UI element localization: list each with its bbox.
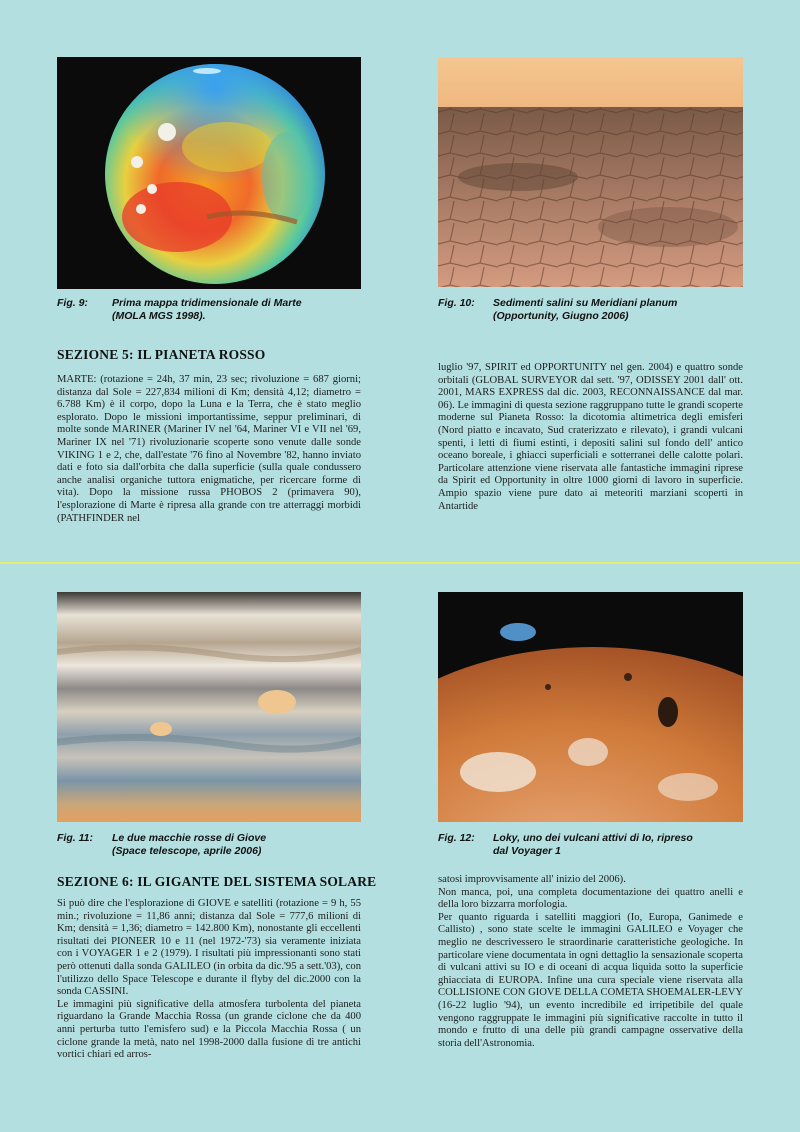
section6-column-right <box>438 874 743 1050</box>
fig12-number: Fig. 12: <box>438 832 475 844</box>
section6-paragraph-2: Le immagini più significative della atmosfera turbolenta del pianeta riguardano la Grande Macchia Rossa (un grande ciclone che da 400 anni perturba tutto l'emisfero sud) e la Piccola Macchia Rossa ( un ciclone grande la metà, nato nel 1998-2000 dalla fusione di tre antichi vortici chiari ed arros- <box>57 998 361 1061</box>
section6-title: SEZIONE 6: IL GIGANTE DEL SISTEMA SOLARE <box>57 874 377 889</box>
section5-paragraph-2: luglio '97, SPIRIT ed OPPORTUNITY nel gen. 2004) e quattro sonde orbitali (GLOBAL SURVEYOR dal sett. '97, ODISSEY 2001 dall' ott. 2001, MARS EXPRESS dal dic. 2003, RECONNAISSANCE dal mar. 06). Le immagini di questa sezione raggruppano tutte le grandi scoperte moderne sul Pianeta Rosso: la dicotomia altimetrica degli emisferi (Nord piatto e incavato, Sud craterizzato e rilevato), i grandi vulcani spenti, i letti di fiumi estinti, i depositi salini sul fondo dell' antico oceano boreale, i ghiacci superficiali e sotterranei delle calotte polari. Particolare attenzione viene riservata alle fantastiche immagini riprese da Spirit ed Opportunity in oltre 1000 giorni di lavoro in superficie. Ampio spazio viene pure dato ai meteoriti marziani scoperti in Antartide <box>438 362 743 512</box>
fig12-line1: Loky, uno dei vulcani attivi di Io, ripreso <box>493 832 693 844</box>
fig10-caption <box>438 297 758 325</box>
fig10-line1: Sedimenti salini su Meridiani planum <box>493 297 678 309</box>
fig10-number: Fig. 10: <box>438 297 475 309</box>
fig9-line1: Prima mappa tridimensionale di Marte <box>112 297 302 309</box>
section6-paragraph-3: satosi improvvisamente all' inizio del 2006). <box>438 874 626 885</box>
fig12-caption <box>438 832 758 860</box>
section6-paragraph-1: Si può dire che l'esplorazione di GIOVE e satelliti (rotazione = 9 h, 55 min.; rivoluzione = 11,86 anni; distanza dal Sole = 777,6 milioni di Km; densità = 1,36; diametro = 142.800 Km), nonostante gli eccellenti risultati dei PIONEER 10 e 11 (nel 1972-'73) sia veramente iniziata con i VOYAGER 1 e 2 (1979). I risultati più impressionanti sono stati però ottenuti dalla sonda GALILEO (in orbita da dic.'95 a sett.'03), con l'utilizzo dello Space Telescope e durante il flyby del dic.2000 con la sonda CASSINI. <box>57 898 361 998</box>
io-loky-image <box>438 592 743 822</box>
fig9-caption <box>57 297 377 325</box>
mars-map-image <box>57 57 361 289</box>
section6-paragraph-5: Per quanto riguarda i satelliti maggiori (Io, Europa, Ganimede e Callisto) , sono state scelte le immagini GALILEO e Voyager che meglio ne descrivessero le straordinarie caratteristiche geologiche. In particolare viene documentata in ogni dettaglio la sensazionale scoperta di vulcani attivi su IO e di oceani di acqua liquida sotto la superficie ghiacciata di EUROPA. Infine una cura speciale viene riservata alla COLLISIONE CON GIOVE DELLA COMETA SHOEMALER-LEVY (16-22 luglio '94), un evento incredibile ed irripetibile del quale vengono raggruppate le immagini più significative raccolte in tutto il mondo e frutto di una delle più grandi campagne osservative della storia dell'Astronomia. <box>438 911 743 1049</box>
fig11-number: Fig. 11: <box>57 832 93 844</box>
fig9-line2: (MOLA MGS 1998). <box>112 310 206 322</box>
meridiani-sediments-image <box>438 57 743 287</box>
fig11-line1: Le due macchie rosse di Giove <box>112 832 267 844</box>
section5-paragraph-1: MARTE: (rotazione = 24h, 37 min, 23 sec; rivoluzione = 687 giorni; distanza dal Sole = 227,834 milioni di Km; densità 4,12; diametro = 6.788 Km) è il corpo, dopo la Luna e la Terra, che è stato meglio esplorato. Dopo le missioni importantissime, seppur preliminari, di molte sonde MARINER (Mariner IV nel '64, Mariner VI e VII nel '69, Mariner IX nel '71) rivoluzionarie scoperte sono venute dalle sonde VIKING 1 e 2, che, dall'estate '76 fino al Novembre '82, hanno inviato dati e foto sia dall'orbita che dalla superficie (sulla quale condussero anche analisi organiche tuttora enigmatiche, per ricercare forme di vita). Dopo la missione russa PHOBOS 2 (primavera 90), l'esplorazione di Marte è ripresa alla grande con tre atterraggi morbidi (PATHFINDER nel <box>57 374 361 524</box>
fig10-line2: (Opportunity, Giugno 2006) <box>493 310 629 322</box>
section5-column-left <box>57 374 361 525</box>
section5-title: SEZIONE 5: IL PIANETA ROSSO <box>57 347 266 362</box>
jupiter-image <box>57 592 361 822</box>
section6-column-left <box>57 898 361 1062</box>
section6-paragraph-4: Non manca, poi, una completa documentazione dei quattro anelli e della loro bizzarra morfologia. <box>438 886 743 911</box>
fig11-caption <box>57 832 377 860</box>
section5-column-right <box>438 362 743 513</box>
fig12-line2: dal Voyager 1 <box>493 845 561 857</box>
fig11-line2: (Space telescope, aprile 2006) <box>112 845 262 857</box>
fig9-number: Fig. 9: <box>57 297 88 309</box>
section-divider <box>0 562 800 564</box>
